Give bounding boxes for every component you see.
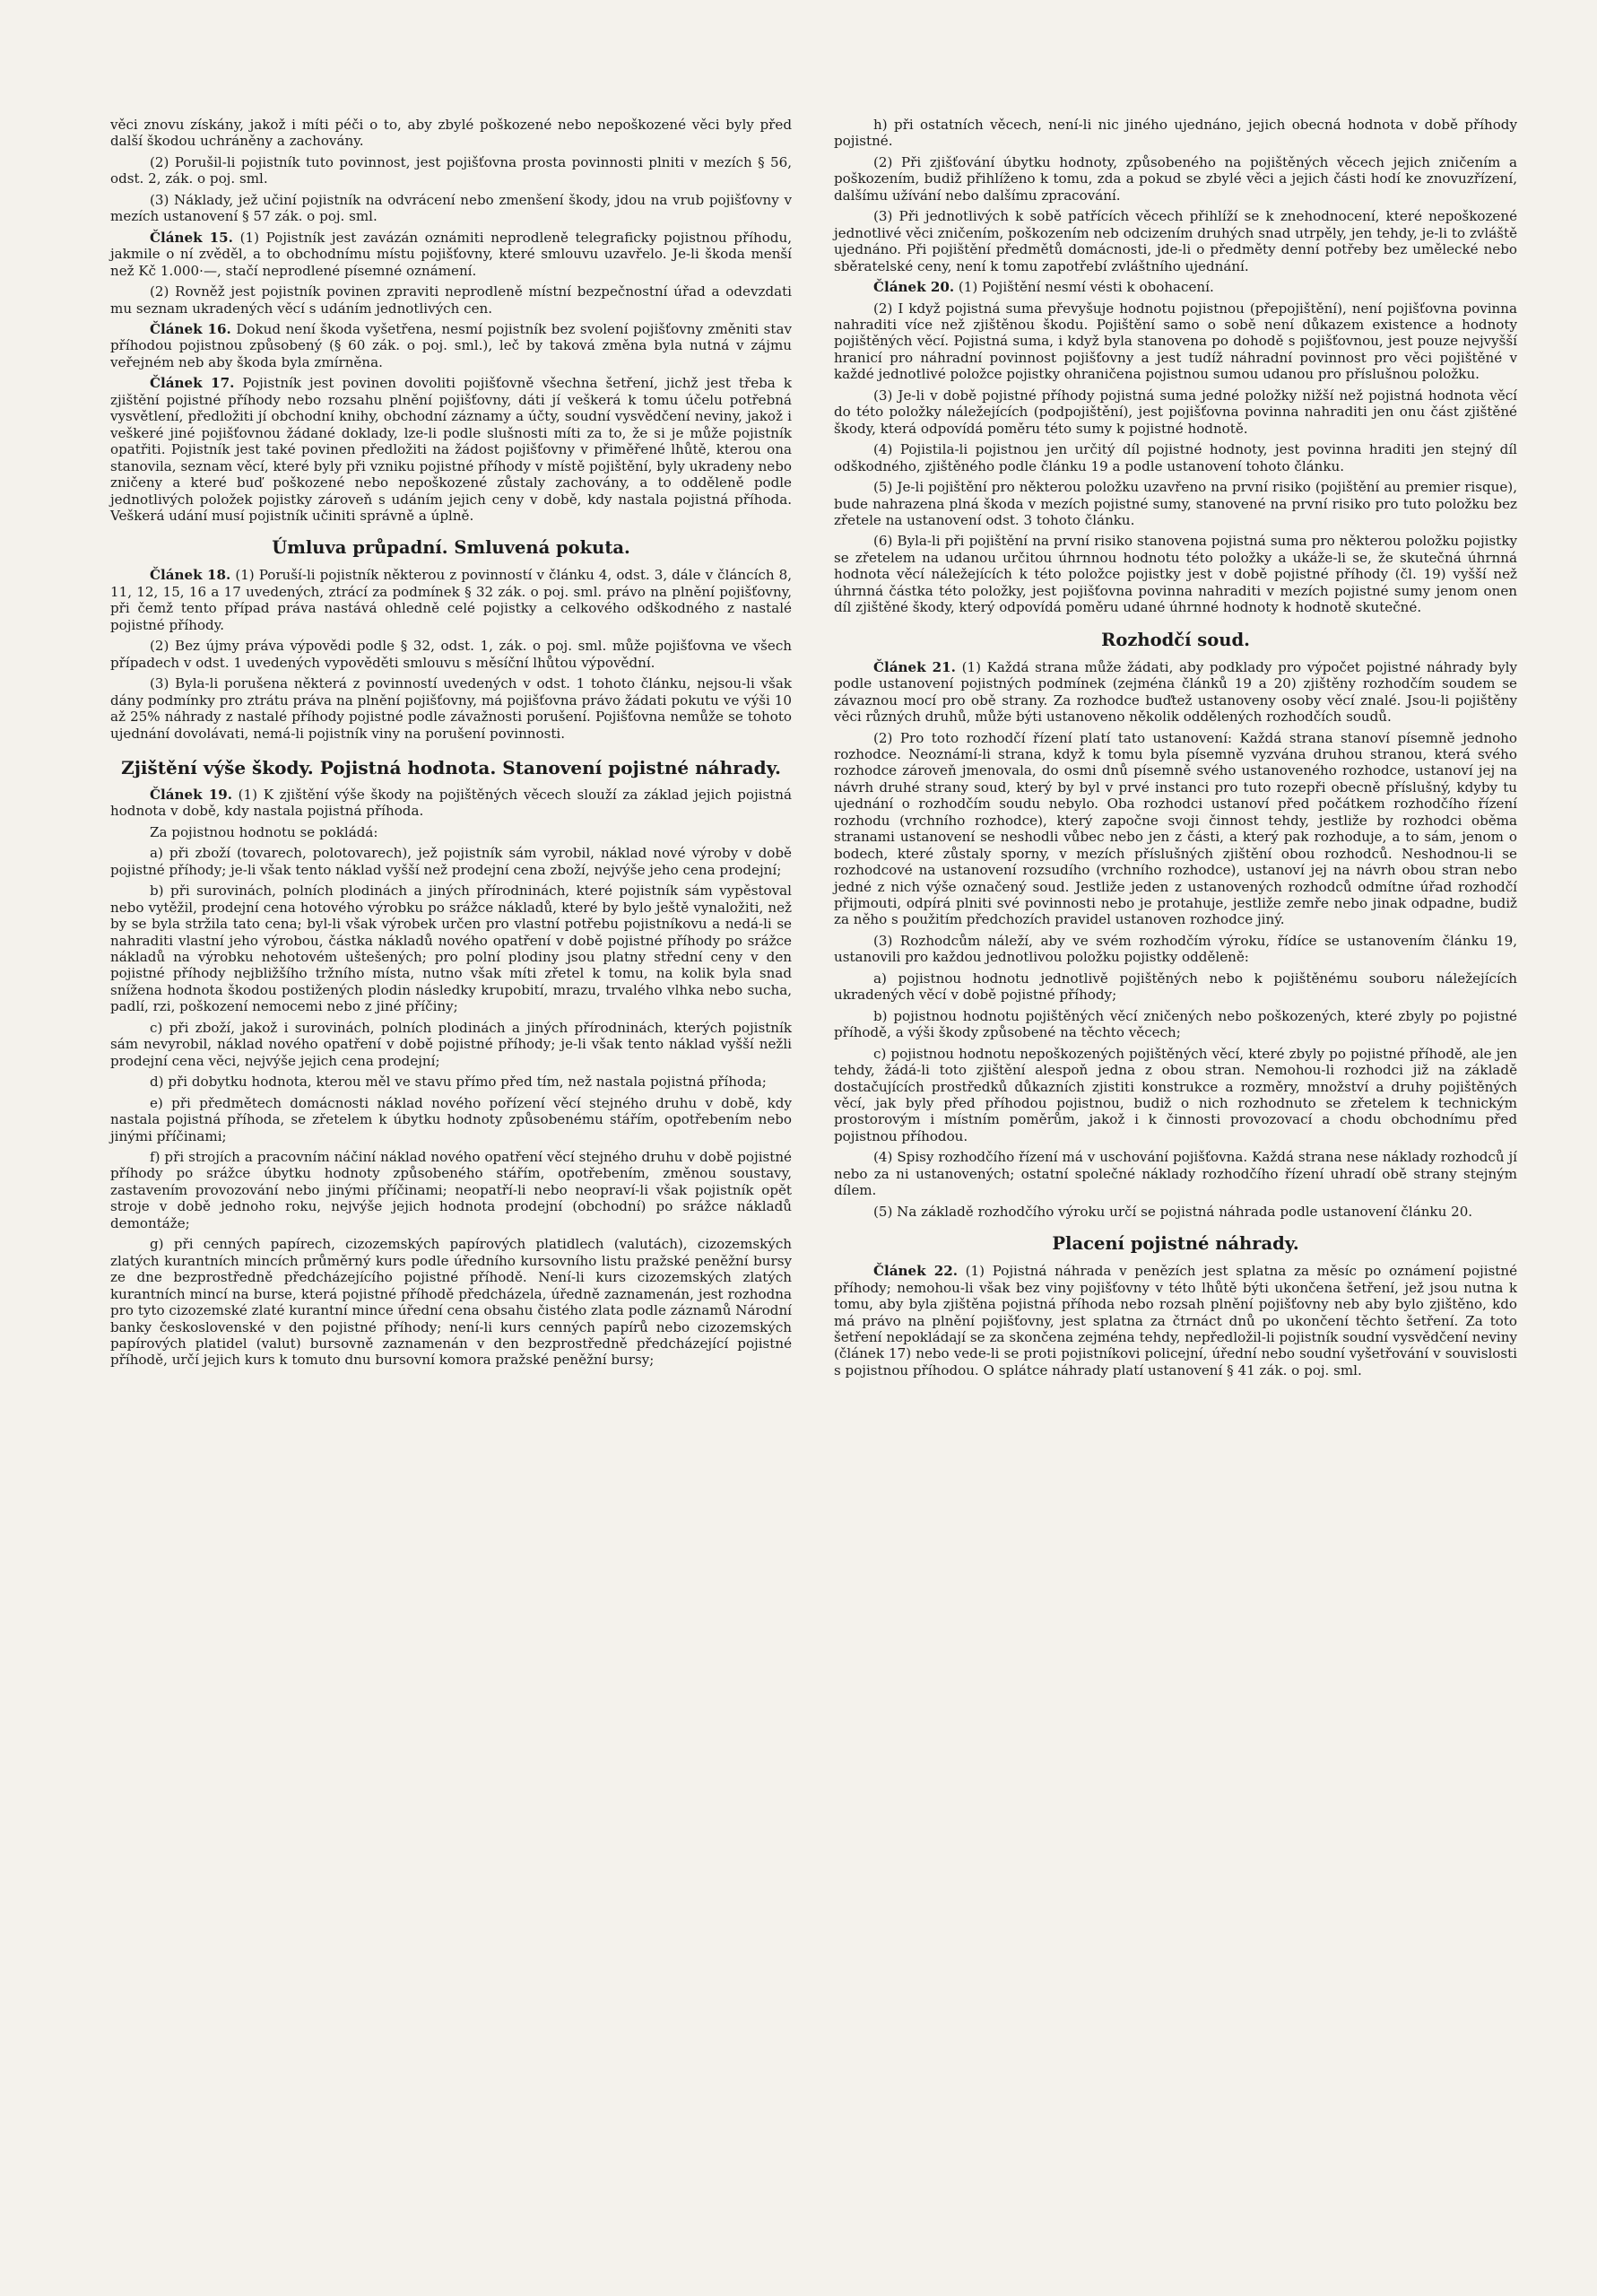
- paragraph-l13: [110, 845, 792, 878]
- right-block-2: [834, 659, 1517, 1221]
- paragraph-l4: [110, 230, 792, 279]
- paragraph-text: (5) Na základě rozhodčího výroku určí se pojistná náhrada podle ustanovení článku 20.: [873, 1203, 1473, 1220]
- paragraph-text: (2) Rovněž jest pojistník povinen zpraviti neprodleně místní bezpečnostní úřad a odevzdati mu seznam ukradených věcí s udáním jednotlivých cen.: [110, 283, 792, 317]
- paragraph-text: b) pojistnou hodnotu pojištěných věcí zničených nebo poškozených, které zbyly po pojistné příhodě, a výši škody způsobené na těchto věcech;: [834, 1007, 1517, 1041]
- heading-placeni: Placení pojistné náhrady.: [1052, 1233, 1299, 1255]
- paragraph-r16: [834, 1149, 1517, 1198]
- paragraph-text: d) při dobytku hodnota, kterou měl ve stavu přímo před tím, než nastala pojistná příhoda;: [150, 1074, 767, 1091]
- paragraph-text: b) při surovinách, polních plodinách a jiných přírodninách, které pojistník sám vypěstoval nebo vytěžil, prodejní cena hotového výrobku po srážce nákladů, které by bylo ještě vynaložiti, než by se byla stržila tato cena; byl-li však výrobek určen pro vlastní potřebu pojistníkovu a nedá-li se nahraditi vlastní jeho výrobou, částka nákladů nového opatření v době pojistné příhody po srážce nákladů na výrobku nehotovém uštešených; pro polní plodiny jsou platny střední ceny v den pojistné příhody nejbližšího tržního místa, nutno však míti zřetel k tomu, na kolik byla snad snížena hodnota škodou postižených plodin následky krupobití, mrazu, trvalého vlhka nebo sucha, padlí, rzi, poškození nemocemi nebo z jiné příčiny;: [110, 883, 792, 1015]
- paragraph-text: Dokud není škoda vyšetřena, nesmí pojistník bez svolení pojišťovny změniti stav příhodou pojistnou způsobený (§ 60 zák. o poj. sml.), leč by taková změna byla nutná v zájmu veřejném neb aby škoda byla zmírněna.: [110, 320, 792, 370]
- paragraph-text: (2) Bez újmy práva výpovědi podle § 32, odst. 1, zák. o poj. sml. může pojišťovna ve všech případech v odst. 1 uvedených vypověděti smlouvu s měsíční lhůtou výpovědní.: [110, 638, 792, 671]
- left-block-2: [110, 567, 792, 742]
- article-number: Článek 20.: [873, 279, 955, 296]
- paragraph-r2: [834, 154, 1517, 204]
- paragraph-text: (3) Náklady, jež učiní pojistník na odvrácení nebo zmenšení škody, jdou na vrub pojišťovny v mezích ustanovení § 57 zák. o poj. sml.: [110, 191, 792, 225]
- paragraph-text: f) při strojích a pracovním náčiní náklad nového opatření věcí stejného druhu v době pojistné příhody po srážce úbytku hodnoty způsobeného stářím, opotřebením, změnou soustavy, zastavením provozování nebo jinými příčinami; neopatří-li nebo neopraví-li však pojistník opět stroje v době jednoho roku, nejvýše jejich hodnota prodejní (obchodní) po srážce nákladů demontáže;: [110, 1149, 792, 1231]
- paragraph-l1: [110, 117, 792, 150]
- paragraph-text: Za pojistnou hodnotu se pokládá:: [150, 823, 378, 840]
- paragraph-r17: [834, 1204, 1517, 1220]
- paragraph-r13: [834, 970, 1517, 1004]
- paragraph-l6: [110, 321, 792, 370]
- heading-zjisteni: Zjištění výše škody. Pojistná hodnota. Stanovení pojistné náhrady.: [121, 756, 781, 778]
- paragraph-text: (1) K zjištění výše škody na pojištěných věcech slouží za základ jejich pojistná hodnota v době, kdy nastala pojistná příhoda.: [110, 786, 793, 820]
- left-column: [110, 117, 792, 1373]
- paragraph-text: (1) Pojištění nesmí vésti k obohacení.: [954, 279, 1214, 296]
- paragraph-l5: [110, 283, 792, 317]
- paragraph-r11: [834, 730, 1517, 928]
- paragraph-text: (5) Je-li pojištění pro některou položku uzavřeno na první risiko (pojištění au premier risque), bude nahrazena plná škoda v mezích pojistné sumy, stanovené na první risiko pro tuto položku bez zřetele na ustanovení odst. 3 tohoto článku.: [834, 479, 1517, 528]
- paragraph-text: h) při ostatních věcech, není-li nic jiného ujednáno, jejich obecná hodnota v době příhody pojistné.: [834, 117, 1517, 150]
- paragraph-text: (1) Pojistná náhrada v penězích jest splatna za měsíc po oznámení pojistné příhody; nemohou-li však bez viny pojišťovny v této lhůtě býti ukončena šetření, jež jsou nutna k tomu, aby byla zjištěna pojistná příhoda nebo rozsah plnění pojišťovny neb aby bylo zjištěno, kdo má právo na plnění pojišťovny, jest splatna za čtrnáct dnů po ukončení těchto šetření. Za toto šetření nepokládají se za skončena zejména tehdy, nepředložil-li pojistník soudní vysvědčení neviny (článek 17) nebo vede-li se proti pojistníkovi policejní, úřední nebo soudní vyšetřování v souvislosti s pojistnou příhodou. O splátce náhrady platí ustanovení § 41 zák. o poj. sml.: [834, 1263, 1517, 1378]
- article-number: Článek 15.: [150, 229, 233, 246]
- heading-rozhodci-soud: Rozhodčí soud.: [1101, 629, 1250, 650]
- paragraph-text: (3) Rozhodcům náleží, aby ve svém rozhodčím výroku, řídíce se ustanovením článku 19, ustanovili pro každou jednotlivou položku pojistky odděleně:: [834, 932, 1517, 966]
- paragraph-l12: [110, 824, 792, 840]
- paragraph-r8: [834, 479, 1517, 528]
- paragraph-r6: [834, 387, 1517, 437]
- paragraph-l8: [110, 567, 792, 633]
- paragraph-r9: [834, 533, 1517, 615]
- paragraph-r12: [834, 933, 1517, 966]
- paragraph-r1: [834, 117, 1517, 150]
- paragraph-l7: [110, 375, 792, 524]
- heading-umluva: Úmluva průpadní. Smluvená pokuta.: [272, 537, 630, 559]
- article-number: Článek 18.: [150, 567, 231, 584]
- left-block-1: [110, 117, 792, 524]
- paragraph-r14: [834, 1008, 1517, 1041]
- paragraph-text: g) při cenných papírech, cizozemských papírových platidlech (valutách), cizozemských zlatých kurantních mincích průměrný kurs podle úředního kursovního listu pražské peněžní bursy ze dne bezprostředně předcházejícího pojistné příhodě. Není-li kurs cizozemských zlatých kurantních mincí na burse, která pojistné příhodě předcházela, úředně zaznamenán, jest rozhodna pro tyto cizozemské zlaté kurantní mince úřední cena obsahu čistého zlata podle záznamů Národní banky československé v den pojistné příhody; není-li kurs cenných papírů nebo cizozemských papírových platidel (valut) bursovně zaznamenán v den bezprostředně předcházející pojistné příhodě, určí jejich kurs k tomuto dnu bursovní komora pražské peněžní bursy;: [110, 1236, 792, 1369]
- paragraph-text: (2) Pro toto rozhodčí řízení platí tato ustanovení: Každá strana stanoví písemně jednoho rozhodce. Neoznámí-li strana, když k tomu byla písemně vyzvána druhou stranou, která svého rozhodce zároveň jmenovala, do osmi dnů písemně svého ustanoveného rozhodce, ustanoví jej na návrh druhé strany soud, který by byl v prvé instanci pro tuto rozepři obecně příslušný, kdyby tu ujednání o rozhodčím soudu nebylo. Oba rozhodci ustanoví před počátkem rozhodčího řízení rozhodu (vrchního rozhodce), který započne svoji činnost tehdy, jestliže by rozhodci oběma stranami ustanovení se neshodli vůbec nebo jen z části, a který pak rozhoduje, a to sám, jenom o bodech, které zůstaly sporny, v mezích příslušných zjištění obou rozhodců. Neshodnou-li se rozhodcové na ustanovení rozsudího (vrchního rozhodce), ustanoví jej na návrh obou stran nebo jedné z nich výše označený soud. Jestliže jeden z ustanovených rozhodců odmítne úřad rozhodčí přijmouti, odpírá plniti své povinnosti nebo je protahuje, jestliže zemře nebo jinak odpadne, budiž za něho s použitím předchozích pravidel ustanoven rozhodce jiný.: [834, 729, 1517, 928]
- paragraph-text: e) při předmětech domácnosti náklad nového pořízení věcí stejného druhu v době, kdy nastala pojistná příhoda, se zřetelem k úbytku hodnoty způsobenému stářím, opotřebením nebo jinými příčinami;: [110, 1094, 792, 1144]
- paragraph-r10: [834, 659, 1517, 726]
- paragraph-text: (4) Spisy rozhodčího řízení má v uschování pojišťovna. Každá strana nese náklady rozhodců jí nebo za ni ustanovených; ostatní společné náklady rozhodčího řízení uhradí obě strany stejným dílem.: [834, 1149, 1517, 1199]
- paragraph-text: (2) Porušil-li pojistník tuto povinnost, jest pojišťovna prosta povinnosti plniti v mezích § 56, odst. 2, zák. o poj. sml.: [110, 153, 792, 187]
- article-number: Článek 16.: [150, 320, 231, 337]
- paragraph-l3: [110, 192, 792, 225]
- paragraph-r7: [834, 441, 1517, 474]
- paragraph-text: (4) Pojistila-li pojistnou jen určitý díl pojistné hodnoty, jest povinna hraditi jen stejný díl odškodného, zjištěného podle článku 19 a podle ustanovení tohoto článku.: [834, 441, 1517, 474]
- paragraph-text: a) při zboží (tovarech, polotovarech), jež pojistník sám vyrobil, náklad nové výroby v době pojistné příhody; je-li však tento náklad vyšší než prodejní cena zboží, nejvýše jeho cena prodejní;: [110, 845, 792, 878]
- paragraph-r3: [834, 208, 1517, 274]
- paragraph-text: c) při zboží, jakož i surovinách, polních plodinách a jiných přírodninách, kterých pojistník sám nevyrobil, náklad nového opatření v době pojistné příhody; je-li však tento náklad vyšší nežli prodejní cena věci, nejvýše jejich cena prodejní;: [110, 1019, 792, 1069]
- article-number: Článek 22.: [873, 1263, 958, 1280]
- article-number: Článek 21.: [873, 658, 956, 675]
- right-block-3: [834, 1263, 1517, 1378]
- paragraph-text: Pojistník jest povinen dovoliti pojišťovně všechna šetření, jichž jest třeba k zjištění pojistné příhody nebo rozsahu plnění pojišťovny, dáti jí veškerá k tomu účelu potřebná vysvětlení, předložiti jí obchodní knihy, obchodní záznamy a účty, soudní vysvědčení neviny, jakož i veškeré jiné pojišťovnou žádané doklady, lze-li podle slušnosti míti za to, že si je může pojistník opatřiti. Pojistník jest také povinen předložiti na žádost pojišťovny v přiměřené lhůtě, kterou ona stanovila, seznam věcí, které byly při vzniku pojistné příhody v místě pojištění, byly ukradeny nebo zničeny a které buď poškozené nebo nepoškozené zůstaly zachovány, a to odděleně podle jednotlivých položek pojistky zároveň s udáním jejich ceny v době, kdy nastala pojistná příhoda. Veškerá udání musí pojistník učiniti správně a úplně.: [110, 375, 792, 524]
- paragraph-text: (1) Každá strana může žádati, aby podklady pro výpočet pojistné náhrady byly podle ustanovení pojistných podmínek (zejména článků 19 a 20) zjištěny rozhodčím soudem se závaznou mocí pro obě strany. Za rozhodce buďtež ustanoveny osoby věcí znalé. Jsou-li pojištěny věci různých druhů, může býti ustanoveno několik oddělených rozhodčích soudů.: [834, 658, 1518, 726]
- paragraph-l9: [110, 638, 792, 671]
- paragraph-l11: [110, 787, 792, 820]
- article-number: Článek 19.: [150, 786, 232, 803]
- paragraph-text: (2) Při zjišťování úbytku hodnoty, způsobeného na pojištěných věcech jejich zničením a poškozením, budiž přihlíženo k tomu, zda a pokud se zbylé věci a jejich části hodí ke znovuzřízení, dalšímu užívání nebo dalšímu zpracování.: [834, 153, 1517, 204]
- paragraph-text: c) pojistnou hodnotu nepoškozených pojištěných věcí, které zbyly po pojistné příhodě, ale jen tehdy, žádá-li toto zjištění alespoň jedna z obou stran. Nemohou-li rozhodci již na základě dostačujících prostředků důkazních zjistiti konstrukce a rozměry, množství a druhy pojištěných věcí, jak byly před příhodou pojistnou, budiž o nich rozhodnuto se zřetelem k technickým prostorovým i místním poměrům, jakož i k činnosti provozovací a chodu obchodnímu před pojistnou příhodou.: [834, 1045, 1517, 1144]
- right-column: [834, 117, 1517, 1383]
- paragraph-l14: [110, 883, 792, 1015]
- left-block-3: [110, 787, 792, 1369]
- paragraph-l16: [110, 1074, 792, 1090]
- paragraph-l10: [110, 675, 792, 742]
- paragraph-l17: [110, 1095, 792, 1144]
- paragraph-text: (1) Pojistník jest zavázán oznámiti neprodleně telegraficky pojistnou příhodu, jakmile o ní zvěděl, a to obchodnímu místu pojišťovny, které smlouvu uzavřelo. Je-li škoda menší než Kč 1.000·—, stačí neprodlené písemné oznámení.: [110, 229, 792, 279]
- paragraph-r4: [834, 279, 1517, 295]
- paragraph-r5: [834, 300, 1517, 383]
- article-number: Článek 17.: [150, 375, 235, 392]
- paragraph-text: (3) Byla-li porušena některá z povinností uvedených v odst. 1 tohoto článku, nejsou-li však dány podmínky pro ztrátu práva na plnění pojišťovny, má pojišťovna právo žádati pokutu ve výši 10 až 25% náhrady z nastalé příhody pojistné podle závažnosti porušení. Pojišťovna nemůže se tohoto ujednání dovolávati, nemá-li pojistník viny na porušení povinnosti.: [110, 675, 792, 742]
- paragraph-text: (3) Je-li v době pojistné příhody pojistná suma jedné položky nižší než pojistná hodnota věcí do této položky náležejících (podpojištění), jest pojišťovna povinna nahraditi jen onu část zjištěné škody, která odpovídá poměru této sumy k pojistné hodnotě.: [834, 387, 1517, 437]
- paragraph-text: věci znovu získány, jakož i míti péči o to, aby zbylé poškozené nebo nepoškozené věci byly před další škodou uchráněny a zachovány.: [110, 117, 792, 150]
- paragraph-text: (6) Byla-li při pojištění na první risiko stanovena pojistná suma pro některou položku pojistky se zřetelem na udanou určitou úhrnnou hodnotu této položky a ukáže-li se, že skutečná úhrnná hodnota věcí náležejících k této položce pojistky jest v době pojistné příhody (čl. 19) vyšší než úhrnná částka této položky, jest pojišťovna povinna nahraditi v mezích pojistné sumy jenom onen díl zjištěné škody, který odpovídá poměru udané úhrnné hodnoty k hodnotě skutečné.: [834, 533, 1517, 616]
- paragraph-r15: [834, 1046, 1517, 1145]
- paragraph-text: (1) Poruší-li pojistník některou z povinností v článku 4, odst. 3, dále v článcích 8, 11, 12, 15, 16 a 17 uvedených, ztrácí za podmínek § 32 zák. o poj. sml. právo na plnění pojišťovny, při čemž tento případ práva nastává ohledně celé pojistky a celkového odškodného z nastalé pojistné příhody.: [110, 567, 792, 633]
- paragraph-text: (2) I když pojistná suma převyšuje hodnotu pojistnou (přepojištění), není pojišťovna povinna nahraditi více než zjištěnou škodu. Pojištění samo o sobě není důkazem existence a hodnoty pojištěných věcí. Pojistná suma, i když byla stanovena po dohodě s pojišťovnou, jest pouze nejvyšší hranicí pro náhradní povinnost pojišťovny a jest tudíž náhradní povinnost pro věci pojištěné v každé jednotlivé položce pojistky ohraničena pojistnou sumou udanou pro příslušnou položku.: [834, 300, 1517, 383]
- paragraph-l18: [110, 1149, 792, 1231]
- paragraph-text: a) pojistnou hodnotu jednotlivě pojištěných nebo k pojištěnému souboru náležejících ukradených věcí v době pojistné příhody;: [834, 970, 1517, 1004]
- paragraph-l19: [110, 1236, 792, 1369]
- paragraph-text: (3) Při jednotlivých k sobě patřících věcech přihlíží se k znehodnocení, které nepoškozené jednotlivé věci zničením, poškozením neb odcizením druhých snad utrpěly, jen tehdy, je-li to zvláště ujednáno. Při pojištění předmětů domácnosti, jde-li o předměty denní potřeby bez umělecké nebo sběratelské ceny, není k tomu zapotřebí zvláštního ujednání.: [834, 208, 1517, 274]
- paragraph-l15: [110, 1020, 792, 1069]
- paragraph-l2: [110, 154, 792, 187]
- right-block-1: [834, 117, 1517, 616]
- paragraph-r18: [834, 1263, 1517, 1378]
